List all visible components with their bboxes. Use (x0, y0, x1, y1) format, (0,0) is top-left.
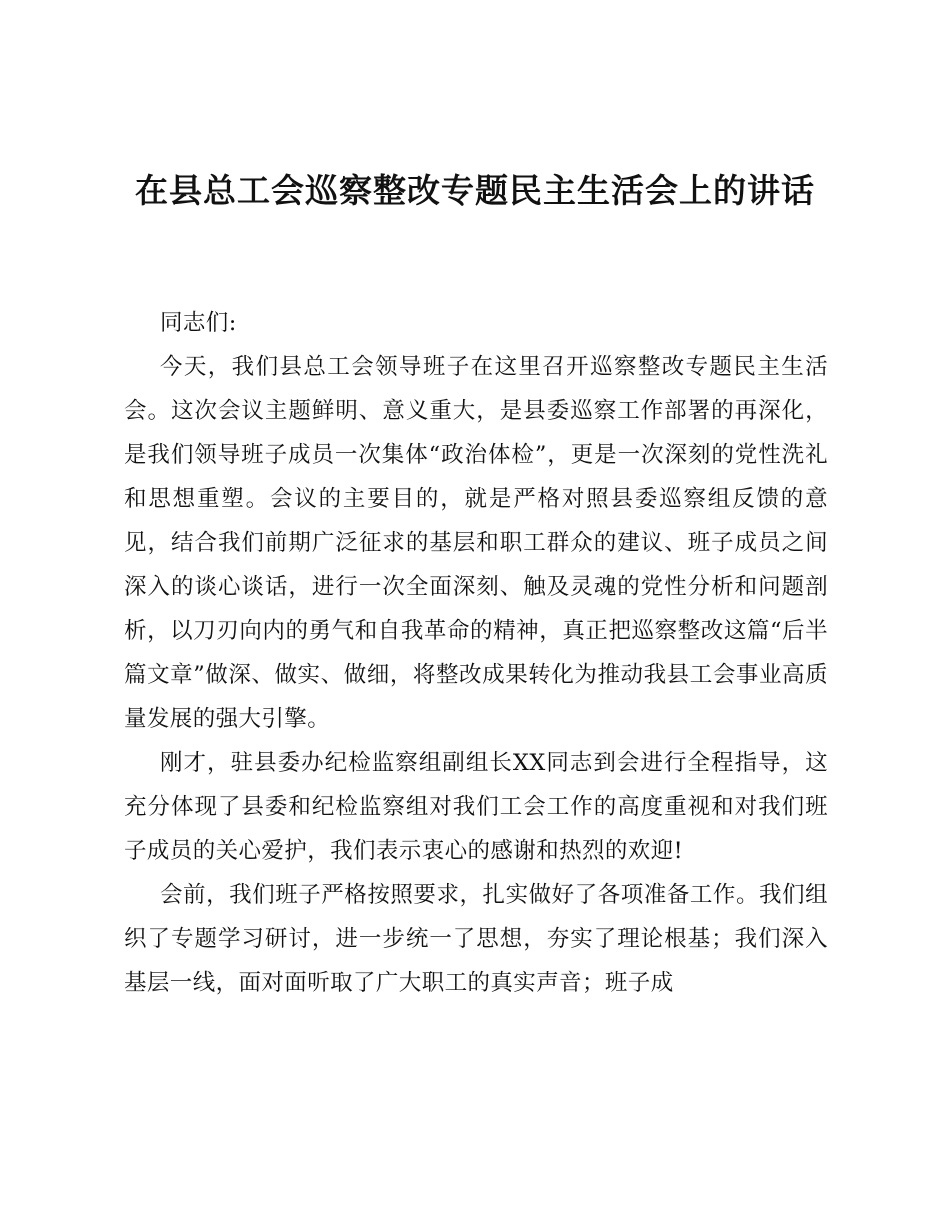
document-title: 在县总工会巡察整改专题民主生活会上的讲话 (135, 171, 815, 210)
paragraph-1: 今天，我们县总工会领导班子在这里召开巡察整改专题民主生活会。这次会议主题鲜明、意义重大，是县委巡察工作部署的再深化，是我们领导班子成员一次集体“政治体检”，更是一次深刻的党性洗礼和思想重塑。会议的主要目的，就是严格对照县委巡察组反馈的意见，结合我们前期广泛征求的基层和职工群众的建议、班子成员之间深入的谈心谈话，进行一次全面深刻、触及灵魂的党性分析和问题剖析，以刀刃向内的勇气和自我革命的精神，真正把巡察整改这篇“后半篇文章”做深、做实、做细，将整改成果转化为推动我县工会事业高质量发展的强大引擎。 (124, 354, 828, 732)
paragraph-3: 会前，我们班子严格按照要求，扎实做好了各项准备工作。我们组织了专题学习研讨，进一步统一了思想，夯实了理论根基；我们深入基层一线，面对面听取了广大职工的真实声音；班子成 (124, 882, 828, 996)
document-body (124, 301, 828, 1005)
paragraph-2: 刚才，驻县委办纪检监察组副组长XX同志到会进行全程指导，这充分体现了县委和纪检监察组对我们工会工作的高度重视和对我们班子成员的关心爱护，我们表示衷心的感谢和热烈的欢迎! (124, 750, 828, 864)
salutation: 同志们: (160, 310, 237, 336)
